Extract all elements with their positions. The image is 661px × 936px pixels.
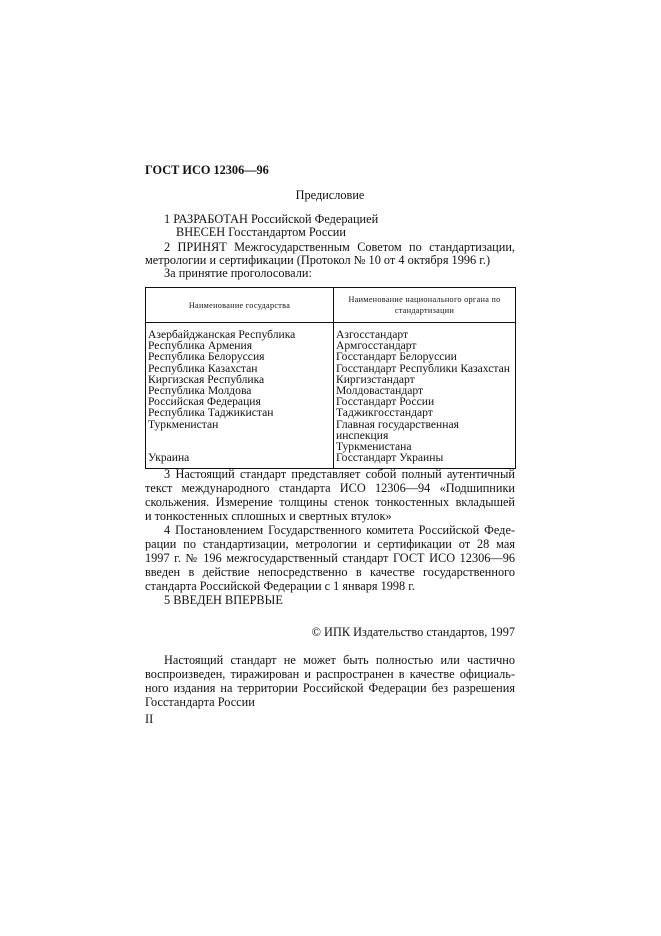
table-row	[146, 441, 516, 452]
body-cell: Госстандарт Республики Казахстан	[336, 361, 510, 375]
notice-line2: воспроизведен, тиражирован и распространен в качестве официаль-	[145, 667, 515, 681]
item1-introduced: ВНЕСЕН Госстандартом России	[176, 225, 346, 239]
notice-line3: ного издания на территории Российской Федерации без разрешения	[145, 681, 515, 695]
item3-line3: скольжения. Измерение толщины стенок тонкостенных вкладышей	[145, 495, 515, 509]
item1-developed: 1 РАЗРАБОТАН Российской Федерацией	[164, 212, 379, 226]
state-cell: Киргизская Республика	[146, 374, 334, 385]
body-cell: Госстандарт Белоруссии	[336, 350, 457, 364]
item5: 5 ВВЕДЕН ВПЕРВЫЕ	[164, 593, 283, 607]
item4-line1: 4 Постановлением Государственного комитета Российской Феде-	[164, 523, 515, 537]
item4-line5: стандарта Российской Федерации с 1 января 1998 г.	[145, 579, 415, 593]
column-header-body	[334, 288, 516, 323]
column-header-state: Наименование государства	[146, 288, 334, 323]
column-header-body-line1: Наименование национального органа по	[348, 295, 501, 304]
body-cell: Госстандарт России	[336, 395, 435, 409]
state-cell: Туркменистан	[146, 419, 334, 441]
state-cell: Республика Таджикистан	[146, 407, 334, 418]
notice-line1: Настоящий стандарт не может быть полностью или частично	[164, 653, 515, 667]
body-cell: Киргизстандарт	[336, 372, 415, 386]
item3-line2: текст международного стандарта ИСО 12306—94 «Подшипники	[145, 481, 515, 495]
state-cell: Республика Казахстан	[146, 363, 334, 374]
state-cell: Украина	[146, 452, 334, 469]
column-header-body-line2: стандартизации	[394, 306, 455, 315]
states-table	[145, 287, 516, 469]
state-cell: Республика Молдова	[146, 385, 334, 396]
document-code: ГОСТ ИСО 12306—96	[145, 163, 269, 177]
item4-line2: рации по стандартизации, метрологии и сертификации от 28 мая	[145, 537, 515, 551]
copyright-line: © ИПК Издательство стандартов, 1997	[311, 625, 515, 639]
body-cell: Туркменистана	[336, 440, 412, 454]
item2-line1: 2 ПРИНЯТ Межгосударственным Советом по стандартизации,	[164, 240, 515, 254]
notice-line4: Госстандарта России	[145, 695, 255, 709]
body-cell: Азгосстандарт	[336, 328, 409, 341]
table-row	[146, 419, 516, 441]
item3-line1: 3 Настоящий стандарт представляет собой полный аутентичный	[164, 467, 515, 481]
body-cell: Молдовастандарт	[336, 384, 424, 398]
voted-label: За принятие проголосовали:	[164, 266, 312, 280]
item2-line2: метрологии и сертификации (Протокол № 10 от 4 октября 1996 г.)	[145, 253, 491, 267]
state-cell: Российская Федерация	[146, 396, 334, 407]
table-row	[146, 407, 516, 418]
item3-line4: и тонкостенных сплошных и свертных втулок»	[145, 509, 392, 523]
item4-line3: 1997 г. № 196 межгосударственный стандарт ГОСТ ИСО 12306—96	[145, 551, 515, 565]
body-cell: Таджикгосстандарт	[336, 406, 433, 420]
body-cell: Армгосстандарт	[336, 339, 417, 353]
page-number: II	[145, 712, 154, 726]
state-cell: Азербайджанская Республика	[146, 329, 334, 340]
body-cell: Госстандарт Украины	[336, 451, 444, 465]
table-row	[146, 351, 516, 362]
state-cell: Республика Армения	[146, 340, 334, 351]
body-cell: Главная государственная инспекция	[336, 417, 459, 442]
preface-title: Предисловие	[295, 188, 365, 202]
state-cell: Республика Белоруссия	[146, 351, 334, 362]
item4-line4: введен в действие непосредственно в качестве государственного	[145, 565, 515, 579]
